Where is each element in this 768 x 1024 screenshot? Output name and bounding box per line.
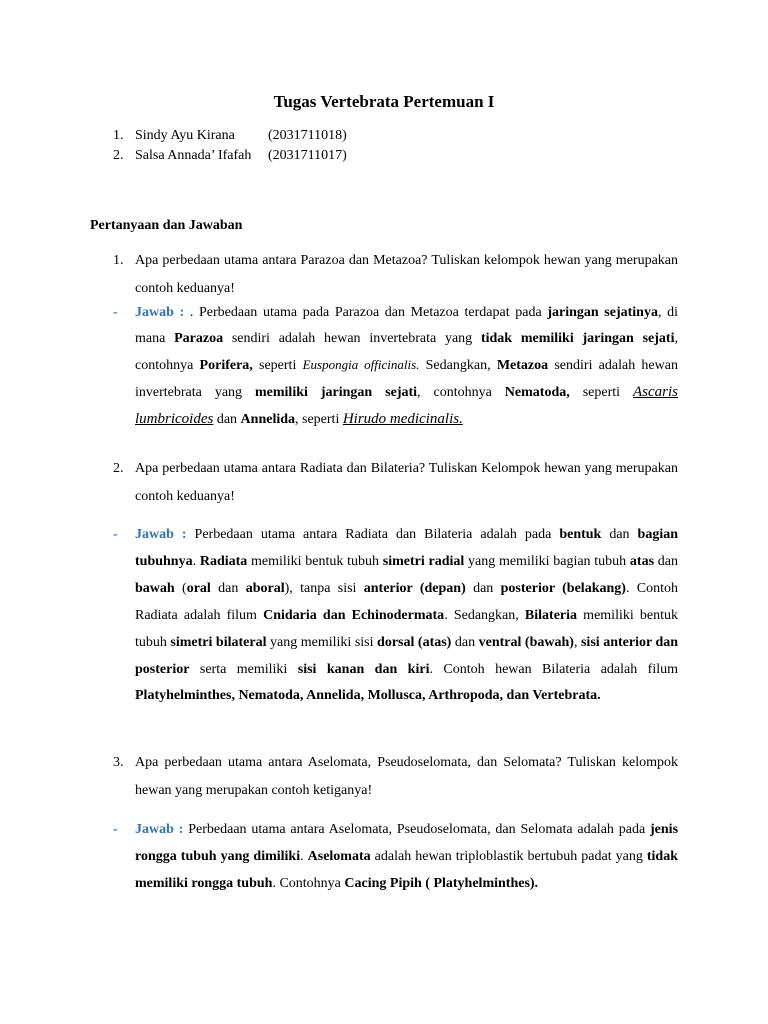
question-1 <box>113 247 678 303</box>
answer-label: Jawab : <box>135 305 185 320</box>
answer-bold: bawah <box>135 580 175 596</box>
author-name: Sindy Ayu Kirana <box>135 128 235 143</box>
answer-run: ), tanpa sisi <box>284 580 364 596</box>
answer-label: Jawab : <box>135 527 187 542</box>
answer-run: memiliki bentuk tubuh <box>135 607 678 650</box>
answer-bold: tidak memiliki rongga tubuh <box>135 849 678 891</box>
question-number: 1. <box>113 253 124 268</box>
answer-1 <box>113 300 678 433</box>
answer-run: dan <box>451 634 479 650</box>
answer-run: dan <box>210 580 246 596</box>
author-number: 1. <box>113 128 124 143</box>
answer-bold: atas <box>629 553 655 569</box>
author-id: (2031711018) <box>268 128 347 143</box>
answer-run: Sedangkan, <box>419 358 497 373</box>
answer-bold: Bilateria <box>524 607 578 623</box>
answer-run: yang memiliki bagian tubuh <box>464 553 630 569</box>
answer-run: yang memiliki sisi <box>266 634 378 650</box>
question-text: Apa perbedaan utama antara Radiata dan Bilateria? Tuliskan Kelompok hewan yang merupakan contoh keduanya! <box>135 461 678 504</box>
answer-bold: Parazoa <box>174 331 224 346</box>
answer-2 <box>113 522 678 710</box>
answer-bold: aboral <box>245 580 285 596</box>
answer-bold: Porifera, <box>199 358 253 373</box>
species-name: Euspongia officinalis. <box>302 357 420 372</box>
answer-bold: oral <box>186 580 211 596</box>
answer-bold: Cnidaria dan Echinodermata <box>263 607 445 623</box>
answer-run: . <box>300 849 308 864</box>
author-list <box>113 126 347 166</box>
question-text: Apa perbedaan utama antara Aselomata, Pseudoselomata, dan Selomata? Tuliskan kelompok hewan yang merupakan contoh ketiganya! <box>135 755 678 798</box>
answer-bold: sisi anterior dan posterior <box>135 634 679 677</box>
question-number: 3. <box>113 755 124 770</box>
question-text: Apa perbedaan utama antara Parazoa dan Metazoa? Tuliskan kelompok hewan yang merupakan contoh keduanya! <box>135 253 678 296</box>
author-id: (2031711017) <box>268 148 347 163</box>
answer-bold: anterior (depan) <box>363 580 466 596</box>
answer-bullet: - <box>113 305 118 320</box>
answer-bold: Radiata <box>199 553 248 569</box>
answer-bold: bentuk <box>559 527 602 542</box>
answer-bold: ventral (bawah) <box>478 634 574 650</box>
answer-bullet: - <box>113 822 118 837</box>
answer-run: dan <box>213 412 241 427</box>
document-title: Tugas Vertebrata Pertemuan I <box>273 92 495 111</box>
answer-run: seperti <box>252 358 303 373</box>
answer-run: dan <box>601 527 638 542</box>
answer-run: , contohnya <box>135 331 678 373</box>
answer-bold: bagian tubuhnya <box>135 527 679 569</box>
answer-run: Perbedaan utama antara Radiata dan Bilateria adalah pada <box>186 527 560 542</box>
answer-bold: jaringan sejatinya <box>547 305 658 320</box>
answer-bullet: - <box>113 527 118 542</box>
answer-run: adalah hewan triploblastik bertubuh padat yang <box>370 849 647 864</box>
answer-run: sendiri adalah hewan invertebrata yang <box>135 358 678 400</box>
answer-bold: posterior (belakang) <box>500 580 626 596</box>
answer-text <box>135 300 678 433</box>
answer-run: , contohnya <box>417 385 505 400</box>
answer-bold: Cacing Pipih ( Platyhelminthes). <box>344 876 539 891</box>
answer-bold: simetri bilateral <box>170 634 267 650</box>
author-name: Salsa Annada’ Ifafah <box>135 148 252 163</box>
answer-run: , <box>573 634 581 650</box>
species-name: Ascaris lumbricoides <box>135 384 678 427</box>
answer-text <box>135 816 678 897</box>
question-3 <box>113 749 678 805</box>
answer-bold: Nematoda, <box>504 385 570 400</box>
author-item <box>113 146 347 166</box>
answer-run: . Contoh hewan Bilateria adalah filum <box>429 661 679 677</box>
answer-run: , seperti <box>295 412 343 427</box>
answer-run: memiliki bentuk tubuh <box>247 553 383 569</box>
species-name: Hirudo medicinalis. <box>342 411 463 427</box>
answer-bold: tidak memiliki jaringan sejati <box>480 331 675 346</box>
answer-run: Perbedaan utama antara Aselomata, Pseudoselomata, dan Selomata adalah pada <box>183 822 651 837</box>
author-item <box>113 126 347 146</box>
answer-run: dan <box>654 553 678 569</box>
answer-run: . Contoh Radiata adalah filum <box>135 580 679 623</box>
answer-run: . Contohnya <box>272 876 345 891</box>
section-heading: Pertanyaan dan Jawaban <box>90 218 243 233</box>
answer-bold: simetri radial <box>382 553 465 569</box>
answer-bold: Annelida <box>240 412 296 427</box>
answer-bold: jenis rongga tubuh yang dimiliki <box>135 822 679 864</box>
answer-bold: Aselomata <box>307 849 371 864</box>
question-number: 2. <box>113 461 124 476</box>
answer-label: Jawab : <box>135 822 184 837</box>
answer-3 <box>113 816 678 897</box>
answer-bold: Metazoa <box>496 358 549 373</box>
answer-run: sendiri adalah hewan invertebrata yang <box>223 331 481 346</box>
answer-bold: Platyhelminthes, Nematoda, Annelida, Mollusca, Arthropoda, dan Vertebrata. <box>135 688 601 704</box>
answer-run: ( <box>174 580 187 596</box>
answer-run: seperti <box>569 385 633 400</box>
author-number: 2. <box>113 148 124 163</box>
answer-bold: memiliki jaringan sejati <box>255 385 418 400</box>
answer-run: serta memiliki <box>189 661 298 677</box>
answer-run: . <box>192 553 200 569</box>
answer-run: . Sedangkan, <box>444 607 525 623</box>
answer-run: dan <box>465 580 501 596</box>
answer-run: . Perbedaan utama pada Parazoa dan Metazoa terdapat pada <box>184 305 548 320</box>
answer-run: , di mana <box>135 305 679 346</box>
answer-text <box>135 522 678 710</box>
question-2 <box>113 455 678 511</box>
answer-bold: dorsal (atas) <box>377 634 452 650</box>
answer-bold: sisi kanan dan kiri <box>297 661 430 677</box>
